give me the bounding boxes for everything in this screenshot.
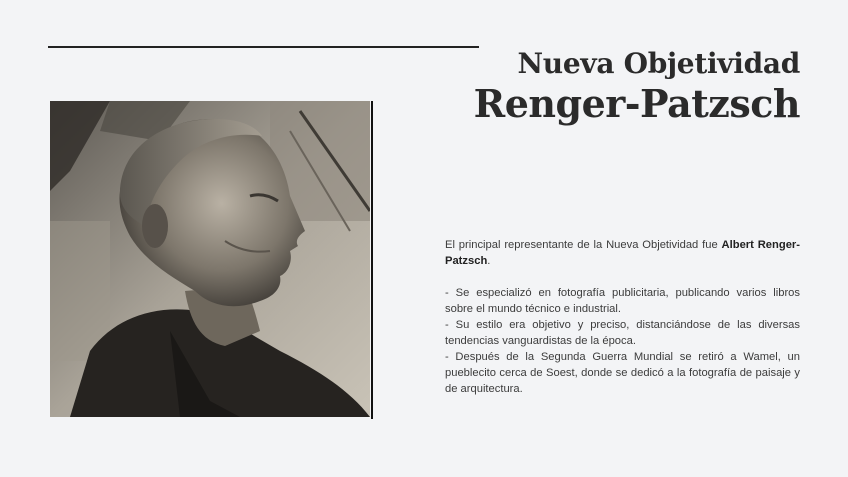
intro-name: Albert Renger-Patzsch	[445, 239, 800, 267]
photo-edge-line	[371, 101, 373, 419]
bullet-1: - Se especializó en fotografía publicitaria, publicando varios libros sobre el mundo técnico e industrial.	[445, 287, 800, 315]
intro-paragraph	[445, 237, 800, 269]
paragraph-gap	[445, 269, 800, 285]
intro-suffix: .	[487, 255, 491, 267]
portrait-illustration	[50, 101, 370, 417]
slide-title	[474, 46, 800, 126]
top-divider-line	[48, 46, 479, 48]
title-line-1: Nueva Objetividad	[517, 47, 800, 80]
bullet-2: - Su estilo era objetivo y preciso, distanciándose de las diversas tendencias vanguardistas de la época.	[445, 319, 800, 347]
portrait-photo	[50, 101, 370, 417]
bullet-3: - Después de la Segunda Guerra Mundial se retiró a Wamel, un pueblecito cerca de Soest, donde se dedicó a la fotografía de paisaje y de arquitectura.	[445, 351, 800, 395]
intro-prefix: El principal representante de la Nueva Objetividad fue	[445, 239, 722, 251]
title-line-2: Renger-Patzsch	[473, 81, 800, 126]
body-text	[445, 237, 800, 397]
